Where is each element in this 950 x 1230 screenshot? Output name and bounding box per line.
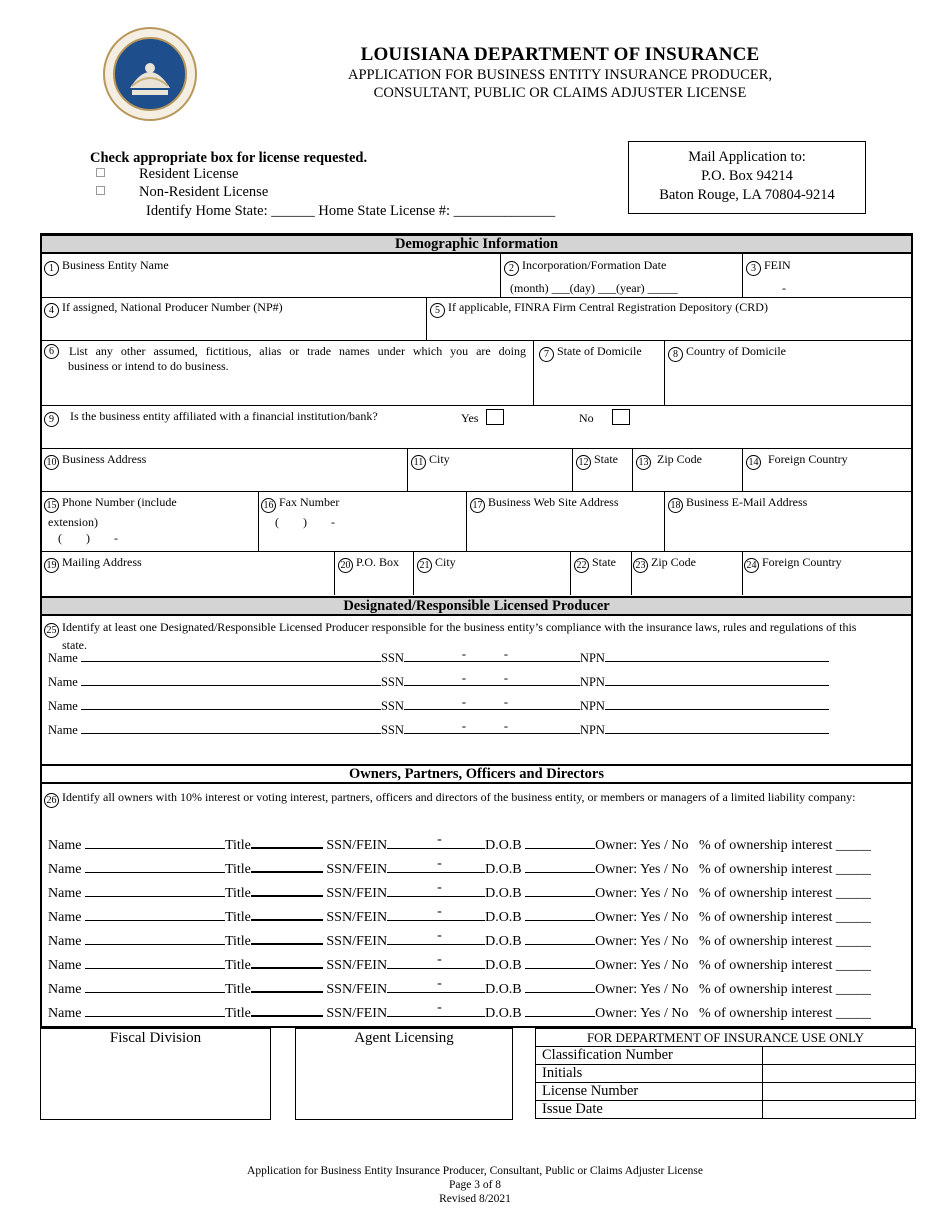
producer-instructions: 25 Identify at least one Designated/Responsible Licensed Producer responsible for the business entity’s compliance with the insurance laws, rules and regulations of this state.: [44, 620, 889, 652]
fax-number-field[interactable]: 16 Fax Number ( ) -: [261, 495, 339, 529]
owner-row[interactable]: Name Title SSN/FEIN - D.O.B Owner: Yes / No % of ownership interest _____: [48, 880, 871, 901]
bank-no[interactable]: No: [579, 409, 630, 425]
bank-yes[interactable]: Yes: [461, 409, 504, 425]
mailing-foreign-country-field[interactable]: 24 Foreign Country: [744, 555, 842, 573]
department-seal: [102, 26, 198, 122]
producer-row[interactable]: Name SSN - - NPN: [48, 674, 829, 690]
foreign-country-field[interactable]: 14 Foreign Country: [746, 452, 848, 470]
use-only-heading: FOR DEPARTMENT OF INSURANCE USE ONLY: [536, 1029, 916, 1047]
website-field[interactable]: 17 Business Web Site Address: [470, 495, 618, 513]
bank-yes-checkbox[interactable]: [486, 409, 504, 425]
demographic-heading: Demographic Information: [40, 234, 913, 254]
page-title: LOUISIANA DEPARTMENT OF INSURANCE: [360, 44, 760, 65]
crd-field[interactable]: 5 If applicable, FINRA Firm Central Registration Depository (CRD): [430, 300, 768, 318]
owners-heading: Owners, Partners, Officers and Directors: [40, 764, 913, 784]
producer-heading: Designated/Responsible Licensed Producer: [40, 596, 913, 616]
owner-row[interactable]: Name Title SSN/FEIN - D.O.B Owner: Yes / No % of ownership interest _____: [48, 832, 871, 853]
npn-field[interactable]: 4 If assigned, National Producer Number (NP#): [44, 300, 283, 318]
page-footer: Application for Business Entity Insurance Producer, Consultant, Public or Claims Adjuster License Page 3 of 8 Revised 8/2021: [247, 1165, 703, 1205]
producer-row[interactable]: Name SSN - - NPN: [48, 650, 829, 666]
business-entity-name-field[interactable]: 1 Business Entity Name: [44, 258, 169, 276]
agent-licensing-label: Agent Licensing: [354, 1030, 454, 1046]
department-use-table: FOR DEPARTMENT OF INSURANCE USE ONLY Classification Number Initials License Number Issue Date: [535, 1028, 916, 1119]
city-field[interactable]: 11 City: [411, 452, 450, 470]
nonresident-checkbox[interactable]: [96, 186, 105, 195]
mailing-state-field[interactable]: 22 State: [574, 555, 616, 573]
producer-row[interactable]: Name SSN - - NPN: [48, 698, 829, 714]
state-of-domicile-field[interactable]: 7 State of Domicile: [539, 344, 642, 362]
home-state-line[interactable]: Identify Home State: ______ Home State License #: ______________: [146, 203, 556, 219]
nonresident-license-option[interactable]: Non-Resident License: [96, 184, 268, 201]
state-field[interactable]: 12 State: [576, 452, 618, 470]
fiscal-division-label: Fiscal Division: [109, 1030, 202, 1046]
owner-row[interactable]: Name Title SSN/FEIN - D.O.B Owner: Yes / No % of ownership interest _____: [48, 976, 871, 997]
owner-row[interactable]: Name Title SSN/FEIN - D.O.B Owner: Yes / No % of ownership interest _____: [48, 856, 871, 877]
mailing-city-field[interactable]: 21 City: [417, 555, 456, 573]
resident-checkbox[interactable]: [96, 168, 105, 177]
owners-instructions: 26 Identify all owners with 10% interest or voting interest, partners, officers and directors of the business entity, or members or managers of a limited liability company:: [44, 790, 904, 808]
formation-date-parts: (month) ___(day) ___(year) _____: [510, 281, 678, 295]
page-subtitle: APPLICATION FOR BUSINESS ENTITY INSURANCE PRODUCER, CONSULTANT, PUBLIC OR CLAIMS ADJUSTER LICENSE: [347, 67, 773, 101]
owner-row[interactable]: Name Title SSN/FEIN - D.O.B Owner: Yes / No % of ownership interest _____: [48, 928, 871, 949]
phone-number-field[interactable]: 15 Phone Number (include extension) ( ) -: [44, 495, 177, 545]
resident-license-option[interactable]: Resident License: [96, 166, 238, 183]
business-address-field[interactable]: 10 Business Address: [44, 452, 146, 470]
zip-code-field[interactable]: 13 Zip Code: [636, 452, 702, 470]
po-box-field[interactable]: 20 P.O. Box: [338, 555, 399, 573]
formation-date-field[interactable]: 2 Incorporation/Formation Date: [504, 258, 666, 276]
producer-row[interactable]: Name SSN - - NPN: [48, 722, 829, 738]
bank-affiliation-question: 9 Is the business entity affiliated with a financial institution/bank?: [44, 409, 378, 427]
email-field[interactable]: 18 Business E-Mail Address: [668, 495, 807, 513]
mailing-address-field[interactable]: 19 Mailing Address: [44, 555, 142, 573]
owner-row[interactable]: Name Title SSN/FEIN - D.O.B Owner: Yes / No % of ownership interest _____: [48, 904, 871, 925]
fein-field[interactable]: 3 FEIN: [746, 258, 791, 276]
owner-row[interactable]: Name Title SSN/FEIN - D.O.B Owner: Yes / No % of ownership interest _____: [48, 952, 871, 973]
owner-row[interactable]: Name Title SSN/FEIN - D.O.B Owner: Yes / No % of ownership interest _____: [48, 1000, 871, 1021]
mailing-zip-field[interactable]: 23 Zip Code: [633, 555, 696, 573]
bank-no-checkbox[interactable]: [612, 409, 630, 425]
country-of-domicile-field[interactable]: 8 Country of Domicile: [668, 344, 786, 362]
trade-names-field[interactable]: 6 List any other assumed, fictitious, alias or trade names under which you are doing business or intend to do business.: [44, 344, 526, 373]
license-request-title: Check appropriate box for license requested.: [90, 150, 368, 166]
mail-address-box: Mail Application to: P.O. Box 94214 Baton Rouge, LA 70804-9214: [628, 141, 866, 214]
